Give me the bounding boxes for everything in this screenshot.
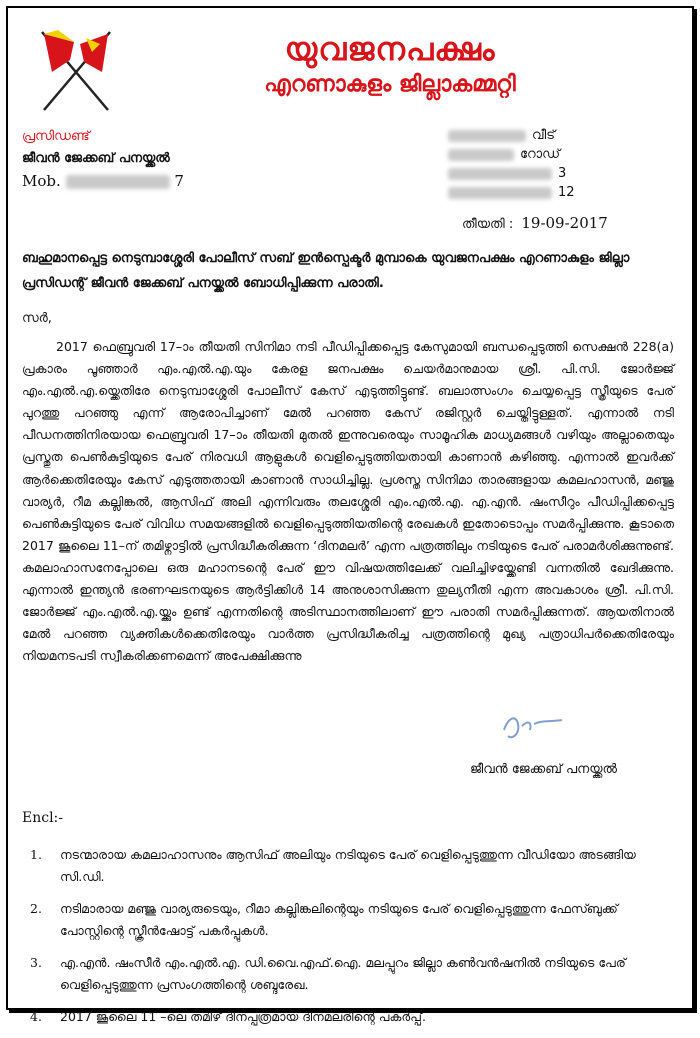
address-line (448, 183, 575, 202)
list-item (30, 844, 670, 888)
list-item (30, 952, 670, 996)
address-line-3: 3 (558, 166, 567, 181)
letter-date (462, 214, 608, 232)
org-title: യുവജനപക്ഷം (284, 30, 496, 68)
signature-scribble-icon (498, 700, 568, 750)
address-line-2: റോഡ് (520, 147, 561, 162)
sender-name: ജീവൻ ജേക്കബ് പനയ്ക്കൽ (22, 151, 170, 166)
body-paragraph: 2017 ഫെബ്രുവരി 17–ാം തീയതി സിനിമാ നടി പീഡിപ്പിക്കപ്പെട്ട കേസുമായി ബന്ധപ്പെടുത്തി സെക്ഷൻ 228(a) പ്രകാരം പൂഞ്ഞാർ എം.എൽ.എ.യും കേരള ജനപക്ഷം ചെയർമാനുമായ ശ്രീ. പി.സി. ജോർജ്ജ് എം.എൽ.എ.യ്ക്കെതിരേ നെടുമ്പാശ്ശേരി പോലീസ് കേസ് എടുത്തിട്ടുണ്ട്. ബലാത്സംഗം ചെയ്യപ്പെട്ട സ്ത്രീയുടെ പേര് പുറത്തു പറഞ്ഞു എന്ന് ആരോപിച്ചാണ് മേൽ പറഞ്ഞ കേസ് രജിസ്റ്റർ ചെയ്തിട്ടുള്ളത്. എന്നാൽ നടി പീഡനത്തിനിരയായ ഫെബ്രുവരി 17–ാം തീയതി മുതൽ ഇന്നുവരെയും സാമൂഹിക മാധ്യമങ്ങൾ വഴിയും അല്ലാതെയും പ്രസ്തുത പെൺകുട്ടിയുടെ പേര് നിരവധി ആളുകൾ വെളിപ്പെടുത്തിയതായി കാണാൻ കഴിഞ്ഞു. എന്നാൽ ഇവർക്ക് ആർക്കെതിരേയും കേസ് എടുത്തതായി കാണാൻ സാധിച്ചില്ല. പ്രശസ്ത സിനിമാ താരങ്ങളായ കമലഹാസൻ, മഞ്ജു വാര്യർ, റീമ കല്ലിങ്കൽ, ആസിഫ് അലി എന്നിവരും തലശ്ശേരി എം.എൽ.എ. എ.എൻ. ഷംസീറും പീഡിപ്പിക്കപ്പെട്ട പെൺകുട്ടിയുടെ പേര് വിവിധ സമയങ്ങളിൽ വെളിപ്പെടുത്തിയതിന്റെ രേഖകൾ ഇതോടൊപ്പം സമർപ്പിക്കുന്നു. കൂടാതെ 2017 ജൂലൈ 11–ന് തമിഴ്നാട്ടിൽ പ്രസിദ്ധീകരിക്കുന്ന ‘ദിനമലർ’ എന്ന പത്രത്തിലും നടിയുടെ പേര് പരാമർശിക്കുന്നുണ്ട്. കമലാഹാസനേപ്പോലെ ഒരു മഹാനടന്റെ പേര് ഈ വിഷയത്തിലേക്ക് വലിച്ചിഴയ്ക്കേണ്ടി വന്നതിൽ ഖേദിക്കുന്നു. എന്നാൽ ഇന്ത്യൻ ഭരണഘടനയുടെ ആർട്ടിക്കിൾ 14 അനുശാസിക്കുന്ന തുല്യനീതി എന്ന അവകാശം ശ്രീ. പി.സി. ജോർജ്ജ് എം.എൽ.എ.യ്ക്കും ഉണ്ട് എന്നതിന്റെ അടിസ്ഥാനത്തിലാണ് ഈ പരാതി സമർപ്പിക്കുന്നത്. ആയതിനാൽ മേൽ പറഞ്ഞ വ്യക്തികൾക്കെതിരേയും വാർത്ത പ്രസിദ്ധീകരിച്ച പത്രത്തിന്റെ മുഖ്യ പത്രാധിപർക്കെതിരേയും നിയമനടപടി സ്വീകരിക്കണമെന്ന് അപേക്ഷിക്കുന്നു (22, 339, 674, 664)
redacted-text (448, 130, 526, 142)
address-line (448, 145, 575, 164)
redacted-text (448, 168, 552, 180)
letter-subject: ബഹുമാനപ്പെട്ട നെടുമ്പാശ്ശേരി പോലീസ് സബ് ഇൻസ്പെക്ടർ മുമ്പാകെ യുവജനപക്ഷം എറണാകുളം ജില്ലാ പ്രസിഡന്റ് ജീവൻ ജേക്കബ് പനയ്ക്കൽ ബോധിപ്പിക്കുന്ന പരാതി. (22, 251, 630, 291)
address-block (448, 126, 575, 202)
sender-block (22, 126, 184, 192)
redacted-mobile (66, 175, 170, 189)
redacted-text (448, 149, 514, 161)
item-number: 3. (30, 955, 42, 970)
mobile-tail: 7 (174, 172, 184, 190)
item-text: എ.എൻ. ഷംസീർ എം.എൽ.എ. ഡി.വൈ.എഫ്.ഐ. മലപ്പുറം ജില്ലാ കൺവൻഷനിൽ നടിയുടെ പേര് വെളിപ്പെടുത്തുന്ന പ്രസംഗത്തിന്റെ ശബ്ദരേഖ. (60, 955, 626, 992)
date-label: തീയതി : (462, 217, 514, 232)
sender-mobile (22, 170, 184, 192)
item-number: 1. (30, 847, 42, 862)
item-number: 2. (30, 901, 42, 916)
item-text: നടന്മാരായ കമലാഹാസനും ആസിഫ് അലിയും നടിയുടെ പേര് വെളിപ്പെടുത്തുന്ന വീഡിയോ അടങ്ങിയ സി.ഡി. (60, 847, 636, 884)
list-item (30, 898, 670, 942)
mobile-label: Mob. (22, 172, 61, 190)
crossed-flags-icon (30, 22, 122, 114)
enclosures-label: Encl:- (22, 810, 64, 826)
address-line (448, 126, 575, 145)
date-value: 19-09-2017 (521, 214, 608, 232)
sender-role: പ്രസിഡണ്ട് (22, 129, 90, 144)
address-line (448, 164, 575, 183)
item-text: 2017 ജൂലൈ 11 –ലെ തമിഴ് ദിനപ്പത്രമായ ദിനമലരിന്റെ പകർപ്പ്. (60, 1009, 426, 1024)
address-line-1: വീട് (532, 128, 556, 143)
letter-body (22, 336, 674, 667)
org-subtitle: എറണാകുളം ജില്ലാകമ്മറ്റി (264, 72, 516, 97)
list-item (30, 1006, 670, 1028)
item-number: 4. (30, 1009, 42, 1024)
redacted-text (448, 187, 552, 199)
address-line-4: 12 (558, 185, 575, 200)
signatory-name: ജീവൻ ജേക്കബ് പനയ്ക്കൽ (470, 762, 618, 777)
enclosures-list (30, 844, 670, 1038)
salutation: സർ, (22, 311, 52, 326)
item-text: നടിമാരായ മഞ്ജു വാര്യരുടെയും, റീമാ കല്ലിങ്കലിന്റെയും നടിയുടെ പേര് വെളിപ്പെടുത്തുന്ന ഫേസ്ബുക്ക് പോസ്റ്റിന്റെ സ്ക്രീൻഷോട്ട് പകർപ്പുകൾ. (60, 901, 618, 938)
